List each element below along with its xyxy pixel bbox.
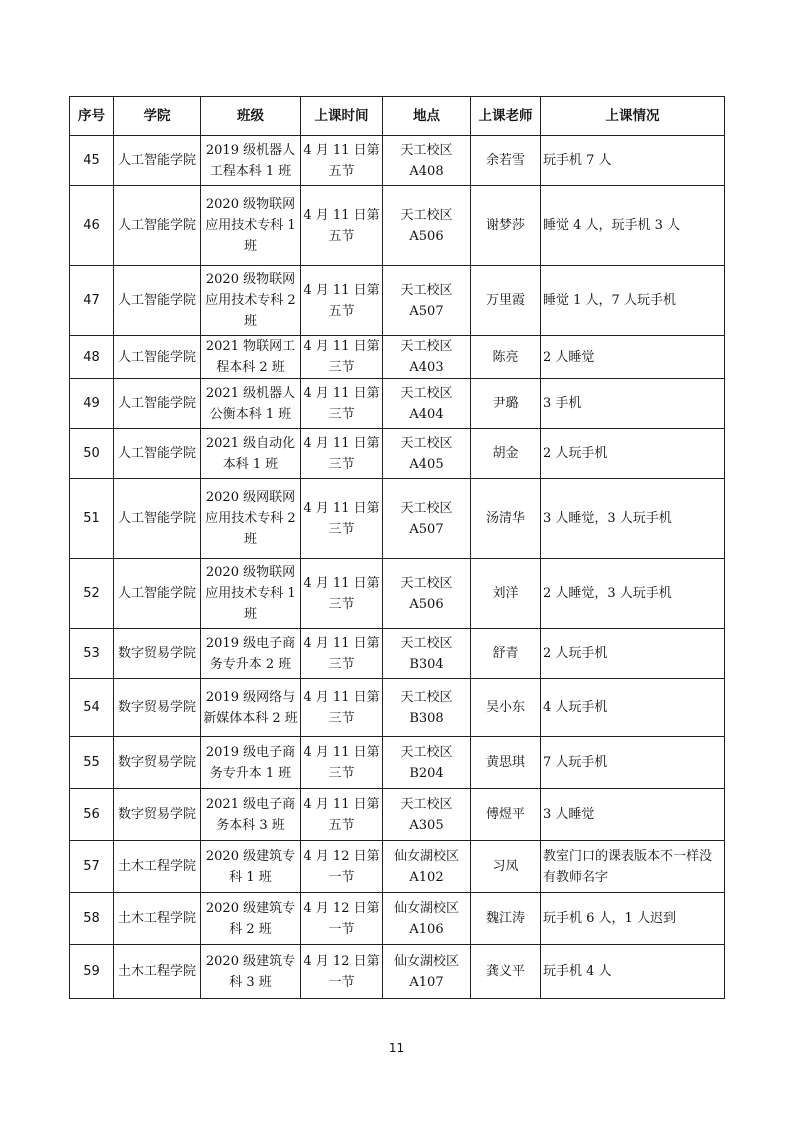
row-status: 3 人睡觉，3 人玩手机 xyxy=(541,479,725,559)
table-row xyxy=(70,136,725,186)
row-index: 58 xyxy=(70,893,114,945)
row-college: 数字贸易学院 xyxy=(114,737,201,789)
row-college: 数字贸易学院 xyxy=(114,789,201,841)
row-index: 59 xyxy=(70,945,114,999)
row-class: 2019 级网络与新媒体本科 2 班 xyxy=(201,679,301,737)
table-row xyxy=(70,266,725,336)
header-index: 序号 xyxy=(70,97,114,136)
row-index: 46 xyxy=(70,186,114,266)
row-time: 4 月 12 日第一节 xyxy=(301,893,383,945)
row-class: 2020 级建筑专科 3 班 xyxy=(201,945,301,999)
row-class: 2021 级自动化本科 1 班 xyxy=(201,429,301,479)
row-location: 天工校区 A405 xyxy=(383,429,471,479)
row-college: 土木工程学院 xyxy=(114,893,201,945)
row-location: 天工校区 A507 xyxy=(383,266,471,336)
row-index: 53 xyxy=(70,629,114,679)
row-index: 47 xyxy=(70,266,114,336)
row-class: 2020 级建筑专科 1 班 xyxy=(201,841,301,893)
row-status: 教室门口的课表版本不一样没有教师名字 xyxy=(541,841,725,893)
row-teacher: 陈亮 xyxy=(471,336,541,379)
row-teacher: 胡金 xyxy=(471,429,541,479)
row-index: 49 xyxy=(70,379,114,429)
row-class: 2021 级电子商务本科 3 班 xyxy=(201,789,301,841)
row-college: 人工智能学院 xyxy=(114,336,201,379)
header-college: 学院 xyxy=(114,97,201,136)
row-status: 2 人睡觉 xyxy=(541,336,725,379)
row-location: 天工校区 A404 xyxy=(383,379,471,429)
table-row xyxy=(70,841,725,893)
row-location: 天工校区 B304 xyxy=(383,629,471,679)
row-location: 仙女湖校区 A106 xyxy=(383,893,471,945)
row-teacher: 舒青 xyxy=(471,629,541,679)
row-time: 4 月 11 日第三节 xyxy=(301,679,383,737)
row-index: 56 xyxy=(70,789,114,841)
row-location: 天工校区 A506 xyxy=(383,186,471,266)
row-class: 2019 级机器人工程本科 1 班 xyxy=(201,136,301,186)
row-teacher: 余若雪 xyxy=(471,136,541,186)
header-teacher: 上课老师 xyxy=(471,97,541,136)
row-location: 天工校区 A403 xyxy=(383,336,471,379)
row-college: 土木工程学院 xyxy=(114,945,201,999)
row-time: 4 月 11 日第三节 xyxy=(301,429,383,479)
row-status: 2 人睡觉，3 人玩手机 xyxy=(541,559,725,629)
row-teacher: 汤清华 xyxy=(471,479,541,559)
table-body xyxy=(70,136,725,999)
row-status: 7 人玩手机 xyxy=(541,737,725,789)
row-time: 4 月 11 日第五节 xyxy=(301,789,383,841)
row-location: 天工校区 A408 xyxy=(383,136,471,186)
row-teacher: 傅煜平 xyxy=(471,789,541,841)
row-teacher: 刘洋 xyxy=(471,559,541,629)
row-location: 天工校区 A305 xyxy=(383,789,471,841)
table-row xyxy=(70,629,725,679)
row-status: 4 人玩手机 xyxy=(541,679,725,737)
table-row xyxy=(70,186,725,266)
row-class: 2020 级网联网应用技术专科 2 班 xyxy=(201,479,301,559)
row-index: 51 xyxy=(70,479,114,559)
table-row xyxy=(70,479,725,559)
row-index: 45 xyxy=(70,136,114,186)
row-status: 玩手机 4 人 xyxy=(541,945,725,999)
row-college: 人工智能学院 xyxy=(114,379,201,429)
row-college: 数字贸易学院 xyxy=(114,629,201,679)
row-index: 55 xyxy=(70,737,114,789)
row-college: 人工智能学院 xyxy=(114,186,201,266)
row-status: 3 手机 xyxy=(541,379,725,429)
row-college: 人工智能学院 xyxy=(114,266,201,336)
row-time: 4 月 11 日第三节 xyxy=(301,737,383,789)
header-location: 地点 xyxy=(383,97,471,136)
row-status: 睡觉 4 人，玩手机 3 人 xyxy=(541,186,725,266)
row-time: 4 月 11 日第五节 xyxy=(301,186,383,266)
row-index: 54 xyxy=(70,679,114,737)
row-teacher: 吴小东 xyxy=(471,679,541,737)
row-class: 2020 级建筑专科 2 班 xyxy=(201,893,301,945)
row-time: 4 月 11 日第三节 xyxy=(301,379,383,429)
row-location: 仙女湖校区 A107 xyxy=(383,945,471,999)
inspection-table xyxy=(69,96,725,999)
table-row xyxy=(70,679,725,737)
header-class: 班级 xyxy=(201,97,301,136)
row-class: 2019 级电子商务专升本 1 班 xyxy=(201,737,301,789)
table-header-row xyxy=(70,97,725,136)
row-class: 2021 级机器人公衡本科 1 班 xyxy=(201,379,301,429)
table-row xyxy=(70,893,725,945)
row-index: 52 xyxy=(70,559,114,629)
row-time: 4 月 11 日第三节 xyxy=(301,629,383,679)
table-row xyxy=(70,789,725,841)
row-location: 天工校区 B308 xyxy=(383,679,471,737)
row-class: 2020 级物联网应用技术专科 1 班 xyxy=(201,559,301,629)
row-teacher: 谢梦莎 xyxy=(471,186,541,266)
header-time: 上课时间 xyxy=(301,97,383,136)
row-status: 玩手机 6 人，1 人迟到 xyxy=(541,893,725,945)
table-row xyxy=(70,737,725,789)
row-status: 3 人睡觉 xyxy=(541,789,725,841)
row-college: 人工智能学院 xyxy=(114,479,201,559)
row-time: 4 月 12 日第一节 xyxy=(301,945,383,999)
row-college: 人工智能学院 xyxy=(114,429,201,479)
row-college: 土木工程学院 xyxy=(114,841,201,893)
row-status: 玩手机 7 人 xyxy=(541,136,725,186)
table-row xyxy=(70,945,725,999)
row-location: 仙女湖校区 A102 xyxy=(383,841,471,893)
row-class: 2019 级电子商务专升本 2 班 xyxy=(201,629,301,679)
row-status: 2 人玩手机 xyxy=(541,629,725,679)
row-time: 4 月 11 日第五节 xyxy=(301,266,383,336)
row-index: 48 xyxy=(70,336,114,379)
table-row xyxy=(70,379,725,429)
row-location: 天工校区 B204 xyxy=(383,737,471,789)
table-row xyxy=(70,559,725,629)
row-college: 人工智能学院 xyxy=(114,559,201,629)
row-class: 2021 物联网工程本科 2 班 xyxy=(201,336,301,379)
row-teacher: 魏江涛 xyxy=(471,893,541,945)
row-college: 人工智能学院 xyxy=(114,136,201,186)
table-row xyxy=(70,429,725,479)
row-class: 2020 级物联网应用技术专科 2 班 xyxy=(201,266,301,336)
row-teacher: 习凤 xyxy=(471,841,541,893)
row-index: 57 xyxy=(70,841,114,893)
row-time: 4 月 11 日第五节 xyxy=(301,136,383,186)
row-class: 2020 级物联网应用技术专科 1 班 xyxy=(201,186,301,266)
row-location: 天工校区 A506 xyxy=(383,559,471,629)
row-status: 睡觉 1 人，7 人玩手机 xyxy=(541,266,725,336)
row-index: 50 xyxy=(70,429,114,479)
table-row xyxy=(70,336,725,379)
row-teacher: 龚义平 xyxy=(471,945,541,999)
row-teacher: 黄思琪 xyxy=(471,737,541,789)
row-college: 数字贸易学院 xyxy=(114,679,201,737)
row-time: 4 月 11 日第三节 xyxy=(301,559,383,629)
row-location: 天工校区 A507 xyxy=(383,479,471,559)
row-time: 4 月 12 日第一节 xyxy=(301,841,383,893)
header-status: 上课情况 xyxy=(541,97,725,136)
row-status: 2 人玩手机 xyxy=(541,429,725,479)
row-time: 4 月 11 日第三节 xyxy=(301,336,383,379)
row-teacher: 万里霞 xyxy=(471,266,541,336)
row-teacher: 尹璐 xyxy=(471,379,541,429)
row-time: 4 月 11 日第三节 xyxy=(301,479,383,559)
page-number: 11 xyxy=(388,1041,405,1055)
